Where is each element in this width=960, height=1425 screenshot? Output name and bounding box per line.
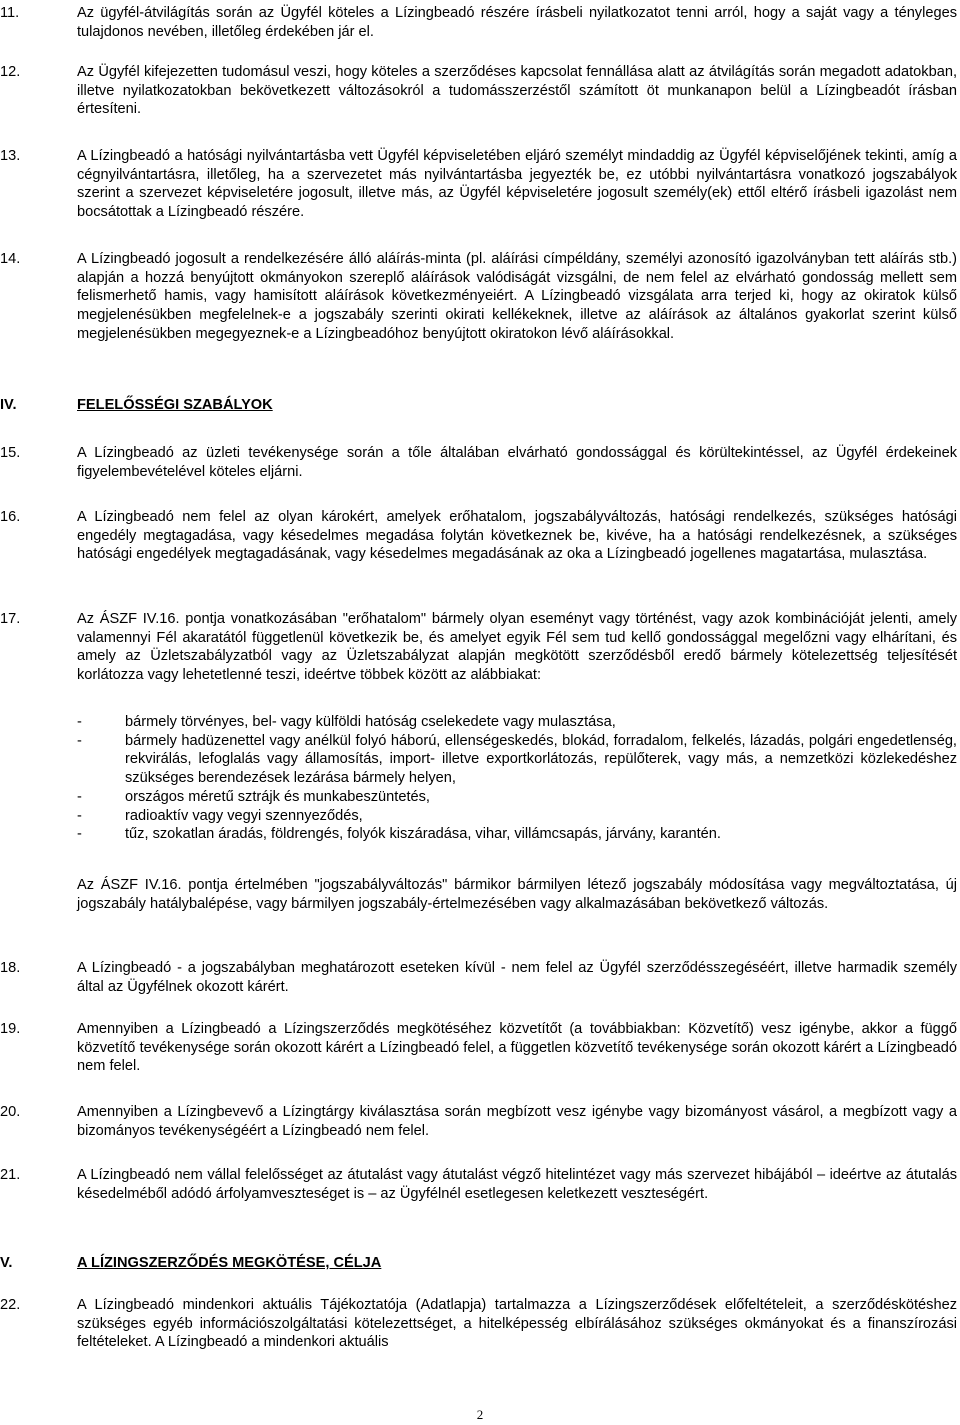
list-dash: -	[77, 714, 82, 730]
page-number: 2	[476, 1407, 484, 1422]
paragraph-text: A Lízingbeadó jogosult a rendelkezésére álló aláírás-minta (pl. aláírási címpéldány, személyi azonosító igazolványban tett aláírás stb.) alapján a hozzá benyújtott okmányokon szereplő aláírások valódiságát vizsgálni, de nem felel az elvárható gondosság mellett sem felismerhető hamis, vagy hamisított aláírások következményeiért. A Lízingbeadó vizsgálata arra terjed ki, hogy az okiratok külső megjelenésükben megfelelnek-e a jogszabály szerinti okirati kellékeknek, illetve az aláírások az általános gyakorlat szerint külső megjelenésükben megegyeznek-e a Lízingbeadóhoz benyújtott okiratokon lévő aláírásokkal.	[77, 251, 957, 342]
section-number: IV.	[0, 397, 17, 413]
paragraph-17-closing	[0, 876, 960, 913]
paragraph-number: 17.	[0, 611, 21, 627]
paragraph-16	[0, 508, 960, 564]
paragraph-text: A Lízingbeadó nem felel az olyan károkért, amelyek erőhatalom, jogszabályváltozás, hatósági rendelkezés, szükséges hatósági engedély megtagadása, vagy késedelmes megadása folytán következnek be, kivéve, ha a hatósági rendelkezésnek, a szükséges hatósági engedélyek megtagadásának, vagy késedelmes megadásának az oka a Lízingbeadó jogellenes magatartása, mulasztása.	[77, 509, 957, 563]
list-item-text: bármely törvényes, bel- vagy külföldi hatóság cselekedete vagy mulasztása,	[125, 714, 616, 730]
paragraph-text: Az Ügyfél kifejezetten tudomásul veszi, hogy köteles a szerződéses kapcsolat fennállása alatt az átvilágítás során megadott adatokban, illetve nyilatkozatokban bekövetkezett változásokról a tudomásszerzéstől számított öt munkanapon belül a Lízingbeadót írásban értesíteni.	[77, 64, 957, 118]
section-heading-iv	[0, 396, 960, 415]
paragraph-13	[0, 147, 960, 222]
paragraph-text: Az ÁSZF IV.16. pontja vonatkozásában "erőhatalom" bármely olyan eseményt vagy történést, vagy azok kombinációját jelenti, amely valamennyi Fél akaratától függetlenül következik be, és amelyet egyik Fél sem tud kellő gondossággal megelőzni vagy elhárítani, és amely az Üzletszabályzatból vagy az Üzletszabályzat alapján megkötött szerződésből eredő bármely kötelezettség teljesítését korlátozza vagy lehetetlenné teszi, ideértve többek között az alábbiakat:	[77, 611, 957, 684]
paragraph-19	[0, 1020, 960, 1076]
paragraph-21	[0, 1166, 960, 1203]
paragraph-number: 21.	[0, 1167, 21, 1183]
list-item-text: bármely hadüzenettel vagy anélkül folyó háború, ellenségeskedés, blokád, forradalom, felkelés, lázadás, polgári engedetlenség, rekvirálás, lefoglalás vagy államosítás, import- illetve exportkorlátozás, repülőterek, vagy más, a nemzetközi közlekedéshez szükséges berendezések lezárása bármely helyen,	[125, 732, 957, 787]
paragraph-number: 19.	[0, 1021, 21, 1037]
list-dash: -	[77, 826, 82, 843]
paragraph-number: 13.	[0, 148, 21, 164]
section-title: FELELŐSSÉGI SZABÁLYOK	[77, 397, 273, 413]
paragraph-number: 18.	[0, 960, 21, 976]
section-heading-v	[0, 1254, 960, 1273]
list-dash: -	[77, 788, 82, 805]
paragraph-number: 20.	[0, 1104, 21, 1120]
paragraph-text: A Lízingbeadó a hatósági nyilvántartásba vett Ügyfél képviseletében eljáró személyt mindaddig az Ügyfél képviselőjének tekinti, amíg a cégnyilvántartásra, illetőleg, ha a szervezetet más nyilvántartásba jegyezték be, ez utóbbi nyilvántartásra vonatkozó jogszabályok szerint a szervezet képviseletére jogosult, illetve más, az Ügyfél képviseletére jogosult személy(ek) ettől eltérő írásbeli igazolást nem bocsátottak a Lízingbeadó részére.	[77, 148, 957, 221]
paragraph-text: Az ügyfél-átvilágítás során az Ügyfél köteles a Lízingbeadó részére írásbeli nyilatkozatot tenni arról, hogy a saját vagy a tényleges tulajdonos nevében, illetőleg érdekében jár el.	[77, 5, 957, 40]
paragraph-number: 11.	[0, 5, 20, 21]
paragraph-17	[0, 610, 960, 685]
list-item	[77, 713, 957, 732]
paragraph-number: 14.	[0, 251, 21, 267]
list-item	[77, 732, 957, 788]
paragraph-17-list	[0, 713, 960, 844]
paragraph-14	[0, 250, 960, 344]
paragraph-number: 22.	[0, 1297, 21, 1313]
paragraph-text: Amennyiben a Lízingbeadó a Lízingszerződés megkötéséhez közvetítőt (a továbbiakban: Közvetítő) vesz igénybe, akkor a függő közvetítő tevékenysége során okozott kárért a Lízingbeadó felel, a független közvetítő tevékenysége során okozott kárért a Lízingbeadó nem felel.	[77, 1021, 957, 1075]
list-dash: -	[77, 807, 82, 824]
section-title: A LÍZINGSZERZŐDÉS MEGKÖTÉSE, CÉLJA	[77, 1255, 382, 1271]
list-item	[77, 807, 957, 826]
paragraph-12	[0, 63, 960, 119]
paragraph-text: Az ÁSZF IV.16. pontja értelmében "jogszabályváltozás" bármikor bármilyen létező jogszabály módosítása vagy megváltoztatása, új jogszabály hatálybalépése, vagy bármilyen jogszabály-értelmezésében vagy alkalmazásában bekövetkező változás.	[77, 877, 957, 912]
list-item-text: tűz, szokatlan áradás, földrengés, folyók kiszáradása, vihar, villámcsapás, járvány, karantén.	[125, 826, 721, 843]
paragraph-text: A Lízingbeadó - a jogszabályban meghatározott eseteken kívül - nem felel az Ügyfél szerződésszegéséért, illetve harmadik személy által az Ügyfélnek okozott kárért.	[77, 960, 957, 995]
paragraph-number: 12.	[0, 64, 21, 80]
paragraph-22	[0, 1296, 960, 1352]
paragraph-number: 16.	[0, 509, 21, 525]
list-item	[77, 788, 957, 807]
paragraph-text: A Lízingbeadó mindenkori aktuális Tájékoztatója (Adatlapja) tartalmazza a Lízingszerződések előfeltételeit, a szerződéskötéshez szükséges egyéb információszolgáltatási kötelezettséget, a hitelképesség elbírálásához szükséges okmányokat és a finanszírozási feltételeket. A Lízingbeadó a mindenkori aktuális	[77, 1297, 957, 1351]
section-number: V.	[0, 1255, 13, 1271]
list-item-text: országos méretű sztrájk és munkabeszüntetés,	[125, 788, 430, 805]
paragraph-20	[0, 1103, 960, 1140]
paragraph-text: A Lízingbeadó nem vállal felelősséget az átutalást vagy átutalást végző hitelintézet vagy más szervezet hibájából – ideértve az átutalás késedelméből adódó árfolyamveszteséget is – az Ügyfélnél esetlegesen keletkezett veszteségért.	[77, 1167, 957, 1202]
list-item-text: radioaktív vagy vegyi szennyeződés,	[125, 807, 363, 824]
paragraph-15	[0, 444, 960, 481]
paragraph-text: A Lízingbeadó az üzleti tevékenysége során a tőle általában elvárható gondossággal és körültekintéssel, az Ügyfél érdekeinek figyelembevételével köteles eljárni.	[77, 445, 957, 480]
list-dash: -	[77, 732, 82, 749]
paragraph-number: 15.	[0, 445, 21, 461]
paragraph-11	[0, 4, 960, 41]
paragraph-18	[0, 959, 960, 996]
paragraph-text: Amennyiben a Lízingbevevő a Lízingtárgy kiválasztása során megbízott vesz igénybe vagy bizományost vásárol, a megbízott vagy a bizományos tevékenységéért a Lízingbeadó nem felel.	[77, 1104, 957, 1139]
list-item	[77, 825, 957, 844]
